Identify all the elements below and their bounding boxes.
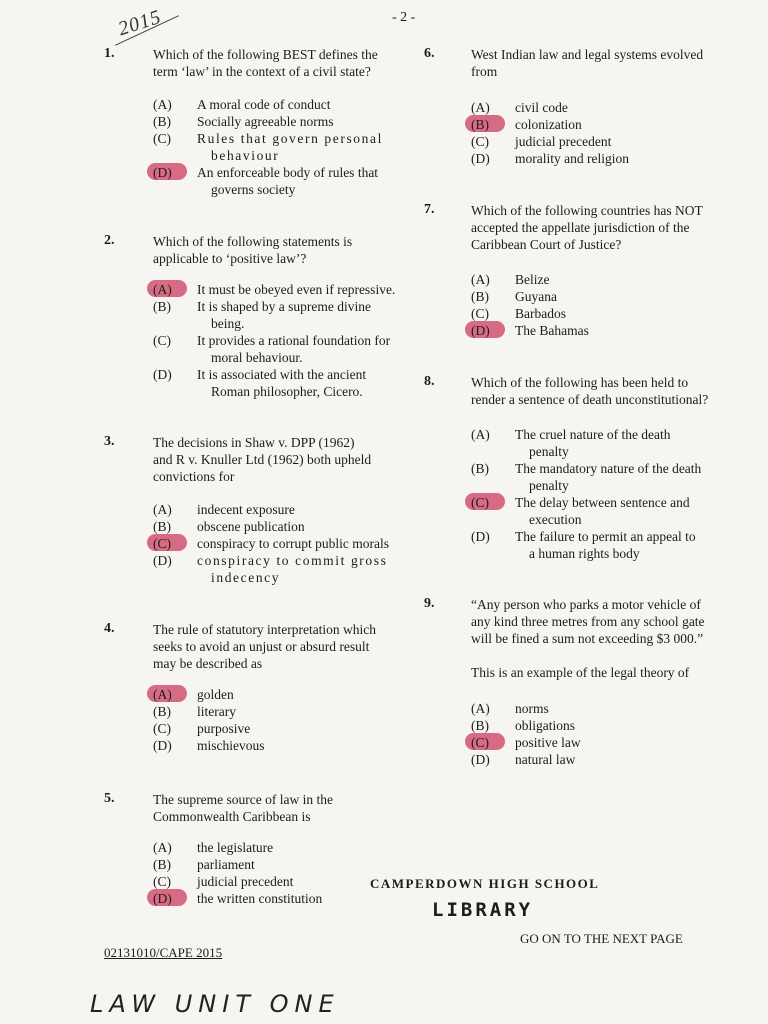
option-text-line: execution: [529, 512, 582, 527]
option-text-line: natural law: [515, 752, 576, 767]
option-letter-text: (C): [153, 721, 171, 736]
option-letter-text: (B): [153, 519, 171, 534]
option-letter: [153, 839, 193, 856]
answer-option[interactable]: [153, 281, 403, 298]
paper-code: [104, 945, 222, 961]
option-letter: [153, 720, 193, 737]
option-letter-text: (C): [153, 333, 171, 348]
option-letter-text: (B): [153, 299, 171, 314]
option-text-line: Roman philosopher, Cicero.: [211, 384, 363, 399]
question-stem-line: from: [471, 64, 498, 79]
question-stem-line: Which of the following BEST defines the: [153, 47, 378, 62]
option-letter: [471, 717, 511, 734]
option-letter: [471, 116, 511, 133]
option-text-line: Socially agreeable norms: [197, 114, 334, 129]
question-stem-line: may be described as: [153, 656, 263, 671]
option-letter-text: (A): [471, 701, 490, 716]
go-on-notice: GO ON TO THE NEXT PAGE: [520, 931, 683, 946]
option-letter-text: (C): [471, 495, 489, 510]
answer-option[interactable]: [153, 518, 403, 535]
option-letter-text: (D): [153, 165, 172, 180]
option-text-line: moral behaviour.: [211, 350, 303, 365]
answer-option[interactable]: [153, 113, 403, 130]
option-letter: [153, 890, 193, 907]
option-letter-text: (C): [153, 536, 171, 551]
option-letter-text: (B): [153, 704, 171, 719]
answer-option[interactable]: [471, 305, 721, 322]
option-letter-text: (D): [471, 151, 490, 166]
option-text-line: Belize: [515, 272, 550, 287]
option-text-line: purposive: [197, 721, 251, 736]
question-number: 6.: [424, 46, 435, 61]
option-letter-text: (C): [471, 735, 489, 750]
option-text-line: mischievous: [197, 738, 265, 753]
option-text-line: golden: [197, 687, 234, 702]
option-text-line: The failure to permit an appeal to: [515, 529, 696, 544]
option-letter-text: (C): [153, 874, 171, 889]
option-letter: [153, 366, 193, 383]
option-letter: [153, 703, 193, 720]
answer-option[interactable]: [471, 460, 721, 494]
option-letter: [153, 535, 193, 552]
option-letter: [153, 518, 193, 535]
answer-option[interactable]: [153, 890, 403, 907]
option-letter-text: (A): [471, 272, 490, 287]
option-letter: [153, 281, 193, 298]
option-letter-text: (A): [471, 427, 490, 442]
question-stem-line: Which of the following has been held to: [471, 375, 689, 390]
option-text-line: judicial precedent: [197, 874, 294, 889]
question-stem-line: Which of the following countries has NOT: [471, 203, 703, 218]
option-letter-text: (B): [471, 461, 489, 476]
option-letter-text: (D): [153, 553, 172, 568]
question-number: 2.: [104, 233, 115, 248]
option-text-line: The Bahamas: [515, 323, 589, 338]
option-text-line: A moral code of conduct: [197, 97, 331, 112]
option-text-line: penalty: [529, 478, 569, 493]
option-text-line: indecency: [211, 570, 281, 585]
option-text-line: Guyana: [515, 289, 557, 304]
option-letter: [153, 130, 193, 147]
option-text-line: It must be obeyed even if repressive.: [197, 282, 396, 297]
option-letter-text: (C): [471, 134, 489, 149]
option-letter: [153, 873, 193, 890]
question-stem-line: applicable to ‘positive law’?: [153, 251, 307, 266]
answer-option[interactable]: [153, 839, 403, 856]
option-text-line: morality and religion: [515, 151, 629, 166]
option-text-line: the legislature: [197, 840, 274, 855]
option-text-line: The cruel nature of the death: [515, 427, 671, 442]
question-stem-line: will be fined a sum not exceeding $3 000.”: [471, 631, 704, 646]
option-text-line: colonization: [515, 117, 582, 132]
option-letter: [471, 288, 511, 305]
answer-option[interactable]: [153, 737, 403, 754]
question-stem-line: West Indian law and legal systems evolved: [471, 47, 704, 62]
question-stem-line: accepted the appellate jurisdiction of the: [471, 220, 690, 235]
option-text-line: conspiracy to commit gross: [197, 553, 388, 568]
option-text-line: the written constitution: [197, 891, 323, 906]
option-letter-text: (B): [471, 718, 489, 733]
paper-code-text: 02131010/CAPE 2015: [104, 945, 223, 960]
option-text-line: An enforceable body of rules that: [197, 165, 379, 180]
option-text-line: Rules that govern personal: [197, 131, 383, 146]
option-letter: [471, 133, 511, 150]
question-stem-line: convictions for: [153, 469, 235, 484]
option-text-line: obscene publication: [197, 519, 305, 534]
question-number: 4.: [104, 621, 115, 636]
option-letter: [153, 501, 193, 518]
option-letter: [471, 460, 511, 477]
answer-option[interactable]: [471, 133, 721, 150]
question-stem-line: The decisions in Shaw v. DPP (1962): [153, 435, 355, 450]
option-text-line: Barbados: [515, 306, 566, 321]
question-stem-line: The supreme source of law in the: [153, 792, 333, 807]
option-letter-text: (A): [153, 97, 172, 112]
answer-option[interactable]: [153, 686, 403, 703]
option-letter: [471, 305, 511, 322]
answer-option[interactable]: [471, 322, 721, 339]
answer-option[interactable]: [471, 271, 721, 288]
option-letter-text: (D): [153, 367, 172, 382]
question-number: 5.: [104, 791, 115, 806]
option-letter: [471, 150, 511, 167]
answer-option[interactable]: [471, 734, 721, 751]
question-stem-line: Commonwealth Caribbean is: [153, 809, 311, 824]
option-text-line: civil code: [515, 100, 568, 115]
option-letter: [471, 734, 511, 751]
answer-option[interactable]: [471, 528, 721, 562]
answer-option[interactable]: [153, 366, 403, 400]
option-letter-text: (B): [153, 857, 171, 872]
option-letter-text: (A): [471, 100, 490, 115]
question-number: 7.: [424, 202, 435, 217]
option-letter: [471, 751, 511, 768]
answer-option[interactable]: [471, 494, 721, 528]
option-letter-text: (A): [153, 687, 172, 702]
option-text-line: The mandatory nature of the death: [515, 461, 702, 476]
option-letter: [153, 113, 193, 130]
option-letter-text: (B): [471, 117, 489, 132]
option-letter: [153, 164, 193, 181]
option-letter: [471, 700, 511, 717]
question-stem-line: render a sentence of death unconstitutional?: [471, 392, 709, 407]
option-text-line: behaviour: [211, 148, 280, 163]
library-stamp-school: CAMPERDOWN HIGH SCHOOL: [370, 876, 600, 891]
option-text-line: It provides a rational foundation for: [197, 333, 391, 348]
option-text-line: a human rights body: [529, 546, 640, 561]
question-stem-line: Caribbean Court of Justice?: [471, 237, 622, 252]
option-letter: [153, 856, 193, 873]
question-stem-line: any kind three metres from any school gate: [471, 614, 705, 629]
option-letter-text: (C): [471, 306, 489, 321]
option-letter: [471, 271, 511, 288]
option-letter-text: (D): [153, 891, 172, 906]
answer-option[interactable]: [153, 501, 403, 518]
question-stem-line: term ‘law’ in the context of a civil state?: [153, 64, 371, 79]
handwritten-year: 2015: [115, 5, 165, 41]
option-text-line: penalty: [529, 444, 569, 459]
answer-option[interactable]: [471, 116, 721, 133]
question-stem-line: “Any person who parks a motor vehicle of: [471, 597, 701, 612]
library-stamp-title: LIBRARY: [432, 899, 534, 921]
option-text-line: positive law: [515, 735, 581, 750]
option-text-line: literary: [197, 704, 236, 719]
option-letter: [471, 528, 511, 545]
question-stem-line: Which of the following statements is: [153, 234, 353, 249]
question-number: 3.: [104, 434, 115, 449]
option-letter-text: (D): [471, 323, 490, 338]
option-text-line: The delay between sentence and: [515, 495, 690, 510]
option-text-line: It is shaped by a supreme divine: [197, 299, 371, 314]
page-number: - 2 -: [392, 10, 416, 25]
question-stem-line: This is an example of the legal theory of: [471, 665, 690, 680]
option-letter: [153, 552, 193, 569]
option-text-line: It is associated with the ancient: [197, 367, 367, 382]
option-letter-text: (D): [471, 752, 490, 767]
option-letter: [153, 332, 193, 349]
question-stem-line: The rule of statutory interpretation which: [153, 622, 377, 637]
answer-option[interactable]: [153, 703, 403, 720]
answer-option[interactable]: [153, 856, 403, 873]
answer-option[interactable]: [471, 751, 721, 768]
option-text-line: parliament: [197, 857, 255, 872]
question-stem-line: seeks to avoid an unjust or absurd result: [153, 639, 370, 654]
answer-option[interactable]: [471, 700, 721, 717]
option-letter: [153, 686, 193, 703]
option-text-line: governs society: [211, 182, 296, 197]
option-letter-text: (A): [153, 282, 172, 297]
option-letter: [471, 322, 511, 339]
answer-option[interactable]: [153, 535, 403, 552]
option-letter: [153, 298, 193, 315]
question-stem-line: and R v. Knuller Ltd (1962) both upheld: [153, 452, 372, 467]
handwritten-note: LAW UNIT ONE: [90, 990, 340, 1018]
option-letter-text: (D): [153, 738, 172, 753]
question-number: 8.: [424, 374, 435, 389]
option-text-line: conspiracy to corrupt public morals: [197, 536, 389, 551]
answer-option[interactable]: [471, 288, 721, 305]
option-text-line: being.: [211, 316, 245, 331]
answer-option[interactable]: [153, 873, 403, 890]
option-letter-text: (B): [471, 289, 489, 304]
option-letter: [471, 99, 511, 116]
answer-option[interactable]: [471, 99, 721, 116]
option-text-line: judicial precedent: [515, 134, 612, 149]
answer-option[interactable]: [153, 298, 403, 332]
answer-option[interactable]: [471, 426, 721, 460]
answer-option[interactable]: [153, 130, 403, 164]
option-letter-text: (B): [153, 114, 171, 129]
option-letter-text: (C): [153, 131, 171, 146]
option-letter: [471, 494, 511, 511]
option-letter: [471, 426, 511, 443]
option-letter: [153, 737, 193, 754]
option-letter-text: (A): [153, 502, 172, 517]
answer-option[interactable]: [153, 164, 403, 198]
answer-option[interactable]: [153, 552, 403, 586]
answer-option[interactable]: [471, 717, 721, 734]
question-number: 1.: [104, 46, 115, 61]
answer-option[interactable]: [153, 720, 403, 737]
answer-option[interactable]: [153, 332, 403, 366]
answer-option[interactable]: [471, 150, 721, 167]
question-number: 9.: [424, 596, 435, 611]
option-text-line: indecent exposure: [197, 502, 295, 517]
option-text-line: obligations: [515, 718, 575, 733]
answer-option[interactable]: [153, 96, 403, 113]
option-letter-text: (D): [471, 529, 490, 544]
option-letter-text: (A): [153, 840, 172, 855]
option-letter: [153, 96, 193, 113]
option-text-line: norms: [515, 701, 549, 716]
